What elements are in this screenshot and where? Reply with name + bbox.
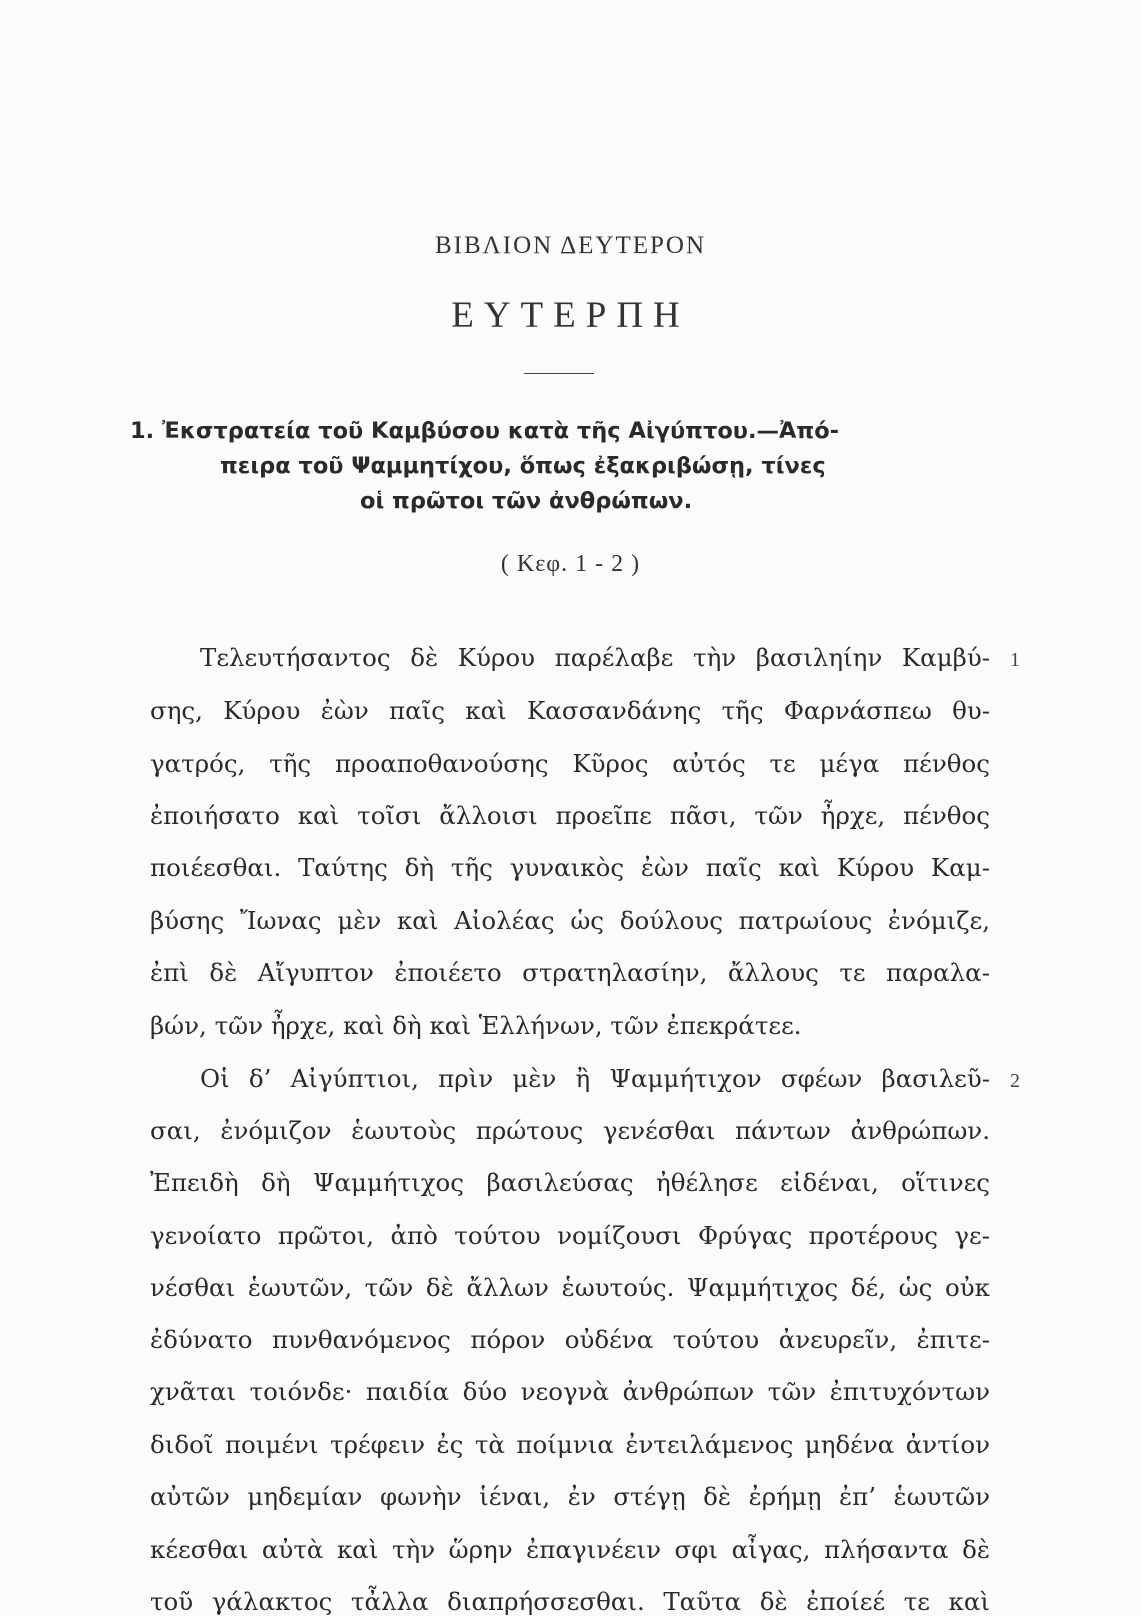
text-line: γενοίατο πρῶτοι, ἀπὸ τούτου νομίζουσι Φρύγας προτέρους γε- [150, 1221, 990, 1250]
text-line: ἐποιήσατο καὶ τοῖσι ἄλλοισι προεῖπε πᾶσι, τῶν ἦρχε, πένθος [150, 801, 990, 830]
section-heading-line: 1. Ἐκστρατεία τοῦ Καμβύσου κατὰ τῆς Αἰγύπτου.—Ἀπό- [130, 418, 840, 444]
text-line: βύσης Ἴωνας μὲν καὶ Αἰολέας ὡς δούλους πατρωίους ἐνόμιζε, [150, 906, 990, 935]
chapter-reference: ( Κεφ. 1 - 2 ) [500, 551, 641, 577]
book-title: ΒΙΒΛΙΟΝ ΔΕΥΤΕΡΟΝ [434, 232, 707, 259]
text-line: Ἐπειδὴ δὴ Ψαμμήτιχος βασιλεύσας ἠθέλησε εἰδέναι, οἵτινες [150, 1168, 990, 1197]
text-line: βών, τῶν ἦρχε, καὶ δὴ καὶ Ἑλλήνων, τῶν ἐπεκράτεε. [150, 1011, 802, 1040]
text-line: χνᾶται τοιόνδε· παιδία δύο νεογνὰ ἀνθρώπων τῶν ἐπιτυχόντων [150, 1377, 990, 1406]
text-line: ποιέεσθαι. Ταύτης δὴ τῆς γυναικὸς ἐὼν παῖς καὶ Κύρου Καμ- [150, 853, 990, 882]
text-line: νέσθαι ἑωυτῶν, τῶν δὲ ἄλλων ἑωυτούς. Ψαμμήτιχος δέ, ὡς οὐκ [150, 1273, 990, 1302]
muse-title: ΕΥΤΕΡΠΗ [451, 295, 690, 336]
text-line: αὐτῶν μηδεμίαν φωνὴν ἱέναι, ἐν στέγῃ δὲ ἐρήμῃ ἐπ’ ἑωυτῶν [150, 1482, 990, 1511]
text-line: Οἱ δ’ Αἰγύπτιοι, πρὶν μὲν ἢ Ψαμμήτιχον σφέων βασιλεῦ- [200, 1064, 990, 1093]
text-line: Τελευτήσαντος δὲ Κύρου παρέλαβε τὴν βασιληίην Καμβύ- [200, 643, 990, 672]
section-heading-line: οἱ πρῶτοι τῶν ἀνθρώπων. [360, 488, 693, 514]
text-line: διδοῖ ποιμένι τρέφειν ἐς τὰ ποίμνια ἐντειλάμενος μηδένα ἀντίον [150, 1430, 990, 1459]
text-line: γατρός, τῆς προαποθανούσης Κῦρος αὐτός τε μέγα πένθος [150, 749, 990, 778]
text-line: τοῦ γάλακτος τἆλλα διαπρήσσεσθαι. Ταῦτα δὲ ἐποίεέ τε καὶ [150, 1587, 990, 1616]
text-line: ἐδύνατο πυνθανόμενος πόρον οὐδένα τούτου ἀνευρεῖν, ἐπιτε- [150, 1325, 990, 1354]
section-heading-line: πειρα τοῦ Ψαμμητίχου, ὅπως ἐξακριβώσῃ, τίνες [220, 453, 826, 479]
margin-chapter-number: 1 [1010, 649, 1020, 671]
text-line: κέεσθαι αὐτὰ καὶ τὴν ὥρην ἐπαγινέειν σφι αἶγας, πλήσαντα δὲ [150, 1535, 990, 1564]
title-rule [524, 373, 594, 374]
text-line: σης, Κύρου ἐὼν παῖς καὶ Κασσανδάνης τῆς Φαρνάσπεω θυ- [150, 696, 990, 725]
text-line: σαι, ἐνόμιζον ἑωυτοὺς πρώτους γενέσθαι πάντων ἀνθρώπων. [150, 1116, 990, 1145]
margin-chapter-number: 2 [1010, 1070, 1020, 1092]
text-line: ἐπὶ δὲ Αἴγυπτον ἐποιέετο στρατηλασίην, ἄλλους τε παραλα- [150, 958, 990, 987]
